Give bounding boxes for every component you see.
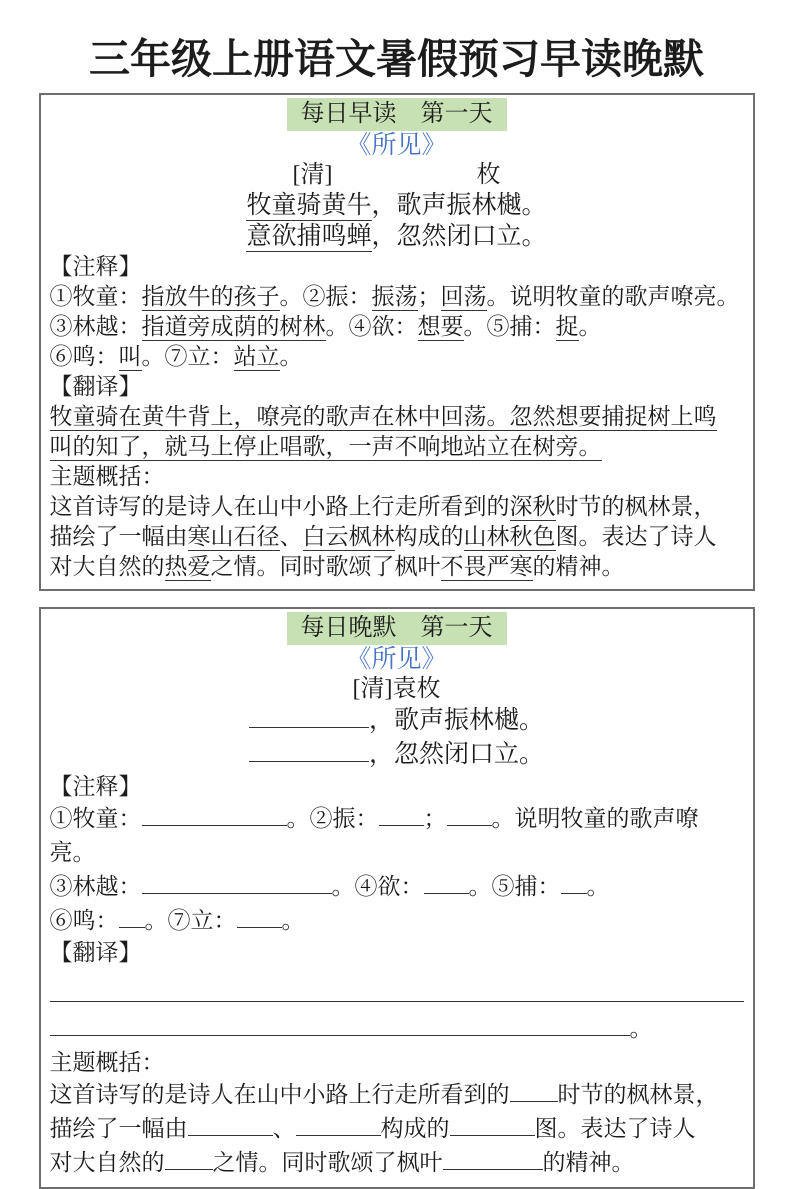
page-title: 三年级上册语文暑假预习早读晚默 <box>89 36 704 82</box>
text-line <box>50 674 744 704</box>
fill-in-blank <box>510 1080 558 1102</box>
text-segment: 之情。同时歌颂了枫叶 <box>212 1150 443 1175</box>
underlined-text: 捉 <box>555 314 579 339</box>
underlined-text: 牧童骑在黄牛背上，嘹亮的歌声在林中回荡。忽然想要捕捉树上鸣 <box>49 404 717 429</box>
text-segment: ，忽然闭口立。 <box>368 741 544 768</box>
fill-in-blank <box>119 906 145 928</box>
text-line <box>50 704 744 738</box>
fill-in-blank <box>424 872 469 894</box>
fill-in-blank <box>443 1148 543 1170</box>
evening-notes-blank-lines <box>50 802 744 938</box>
evening-translation-label: 【翻译】 <box>49 940 142 965</box>
text-segment: [清]袁枚 <box>352 676 441 702</box>
text-segment: 。 <box>629 1016 653 1041</box>
evening-header-row <box>50 612 744 645</box>
text-segment: 、 <box>272 1116 296 1141</box>
underlined-text: 想要 <box>417 314 464 339</box>
text-line <box>50 522 744 552</box>
evening-notes-label: 【注释】 <box>49 774 142 799</box>
morning-translation-lines <box>50 402 744 462</box>
text-segment: 图。表达了诗人 <box>534 1116 696 1141</box>
text-line <box>50 1012 744 1046</box>
text-line <box>50 738 744 772</box>
text-segment: ③林越： <box>49 874 142 899</box>
morning-translation-label: 【翻译】 <box>49 374 142 399</box>
text-line <box>50 432 744 462</box>
text-segment: 时节的枫林景， <box>557 1082 719 1107</box>
evening-poem-title: 《所见》 <box>346 646 447 673</box>
text-segment: ； <box>423 806 447 831</box>
text-segment: 时节的枫林景， <box>555 494 717 519</box>
text-segment: 。②振： <box>286 806 379 831</box>
text-line <box>50 978 744 1012</box>
morning-theme-label: 主题概括： <box>49 464 165 489</box>
text-segment: ，歌声振林樾。 <box>368 707 544 734</box>
text-segment: ①牧童： <box>49 284 142 309</box>
evening-header-badge: 每日晚默 第一天 <box>287 612 507 645</box>
text-segment: 。⑦立： <box>144 908 237 933</box>
morning-poem-title: 《所见》 <box>346 132 447 159</box>
underlined-text: 叫 <box>118 344 142 369</box>
evening-theme-blank-lines <box>50 1078 744 1180</box>
underlined-text: 热爱 <box>164 554 211 579</box>
fill-in-blank <box>142 872 332 894</box>
text-segment: 对大自然的 <box>49 554 165 579</box>
evening-poem-author <box>50 674 744 704</box>
text-segment: 。⑦立： <box>141 344 234 369</box>
text-segment: ，歌声振林樾。 <box>371 192 547 219</box>
text-line <box>50 282 744 312</box>
text-segment: 。说明牧童的歌声嘹亮。 <box>49 806 699 865</box>
underlined-text: 叫的知了，就马上停止唱歌，一声不响地站立在树旁。 <box>49 434 602 459</box>
morning-notes-lines <box>50 282 744 372</box>
underlined-text: 振荡 <box>371 284 418 309</box>
morning-poem-lines <box>50 190 744 252</box>
text-segment: ⑥鸣： <box>49 344 119 369</box>
text-segment: 描绘了一幅由 <box>49 1116 188 1141</box>
text-segment: ； <box>417 284 441 309</box>
text-line <box>50 402 744 432</box>
text-line <box>50 160 744 190</box>
text-line <box>50 552 744 582</box>
underlined-text: 不畏严寒 <box>440 554 533 579</box>
text-segment: 的精神。 <box>532 554 625 579</box>
fill-in-blank <box>447 804 492 826</box>
text-segment: 。⑤捕： <box>463 314 556 339</box>
underlined-text: 回荡 <box>440 284 487 309</box>
text-line <box>50 904 744 938</box>
morning-reading-card <box>39 93 755 591</box>
text-line <box>50 492 744 522</box>
text-line <box>50 1112 744 1146</box>
fill-in-blank <box>379 804 424 826</box>
text-segment: 的精神。 <box>542 1150 635 1175</box>
underlined-text: 站立 <box>233 344 280 369</box>
text-segment: ⑥鸣： <box>49 908 119 933</box>
text-segment: 。 <box>578 314 602 339</box>
text-segment: 描绘了一幅由 <box>49 524 188 549</box>
text-segment: 这首诗写的是诗人在山中小路上行走所看到的 <box>49 1082 510 1107</box>
evening-theme-label: 主题概括： <box>49 1050 165 1075</box>
text-line <box>50 190 744 221</box>
text-line <box>50 221 744 252</box>
text-segment: 之情。同时歌颂了枫叶 <box>210 554 441 579</box>
text-segment: 。 <box>281 908 305 933</box>
fill-in-blank <box>237 906 282 928</box>
text-line <box>50 1078 744 1112</box>
fill-in-blank <box>249 704 369 728</box>
text-segment: 。②振： <box>279 284 372 309</box>
text-line <box>50 312 744 342</box>
fill-in-blank <box>561 872 587 894</box>
fill-in-blank <box>165 1148 213 1170</box>
text-segment: ③林越： <box>49 314 142 339</box>
evening-poem-blank-lines <box>50 704 744 772</box>
underlined-text: 牧童骑黄牛 <box>246 192 372 219</box>
morning-poem-author <box>50 160 744 190</box>
text-segment: 。说明牧童的歌声嘹亮。 <box>486 284 740 309</box>
text-segment: 对大自然的 <box>49 1150 165 1175</box>
text-segment: ，忽然闭口立。 <box>371 223 547 250</box>
fill-in-blank <box>142 804 287 826</box>
underlined-text: 意欲捕鸣蝉 <box>246 223 372 250</box>
text-line <box>50 342 744 372</box>
text-line <box>50 870 744 904</box>
fill-in-blank <box>188 1114 273 1136</box>
fill-in-blank <box>249 738 369 762</box>
underlined-text: 山林秋色 <box>463 524 556 549</box>
underlined-text: 白云枫林 <box>302 524 395 549</box>
text-segment: 。④欲： <box>331 874 424 899</box>
underlined-text: 指道旁成荫的树林 <box>141 314 326 339</box>
text-segment: 。 <box>279 344 303 369</box>
fill-in-blank <box>50 980 744 1002</box>
morning-theme-lines <box>50 492 744 582</box>
underlined-text: 寒山石径 <box>187 524 280 549</box>
fill-in-blank <box>296 1114 381 1136</box>
evening-dictation-card <box>39 607 755 1189</box>
morning-header-row <box>50 98 744 131</box>
text-segment: 。⑤捕： <box>468 874 561 899</box>
underlined-text: 指放牛的孩子 <box>141 284 280 309</box>
fill-in-blank <box>50 1014 630 1036</box>
text-segment: 。④欲： <box>325 314 418 339</box>
text-segment: 图。表达了诗人 <box>555 524 717 549</box>
text-segment: [清] 枚 <box>292 162 501 188</box>
evening-translation-blank-lines <box>50 978 744 1046</box>
text-segment: 。 <box>586 874 610 899</box>
text-segment: 、 <box>279 524 303 549</box>
text-segment: 构成的 <box>380 1116 450 1141</box>
morning-notes-label: 【注释】 <box>49 254 142 279</box>
underlined-text: 深秋 <box>509 494 556 519</box>
text-line <box>50 1146 744 1180</box>
fill-in-blank <box>450 1114 535 1136</box>
morning-header-badge: 每日早读 第一天 <box>287 98 507 131</box>
text-line <box>50 802 744 870</box>
text-segment: ①牧童： <box>49 806 142 831</box>
text-segment: 这首诗写的是诗人在山中小路上行走所看到的 <box>49 494 510 519</box>
text-segment: 构成的 <box>394 524 464 549</box>
